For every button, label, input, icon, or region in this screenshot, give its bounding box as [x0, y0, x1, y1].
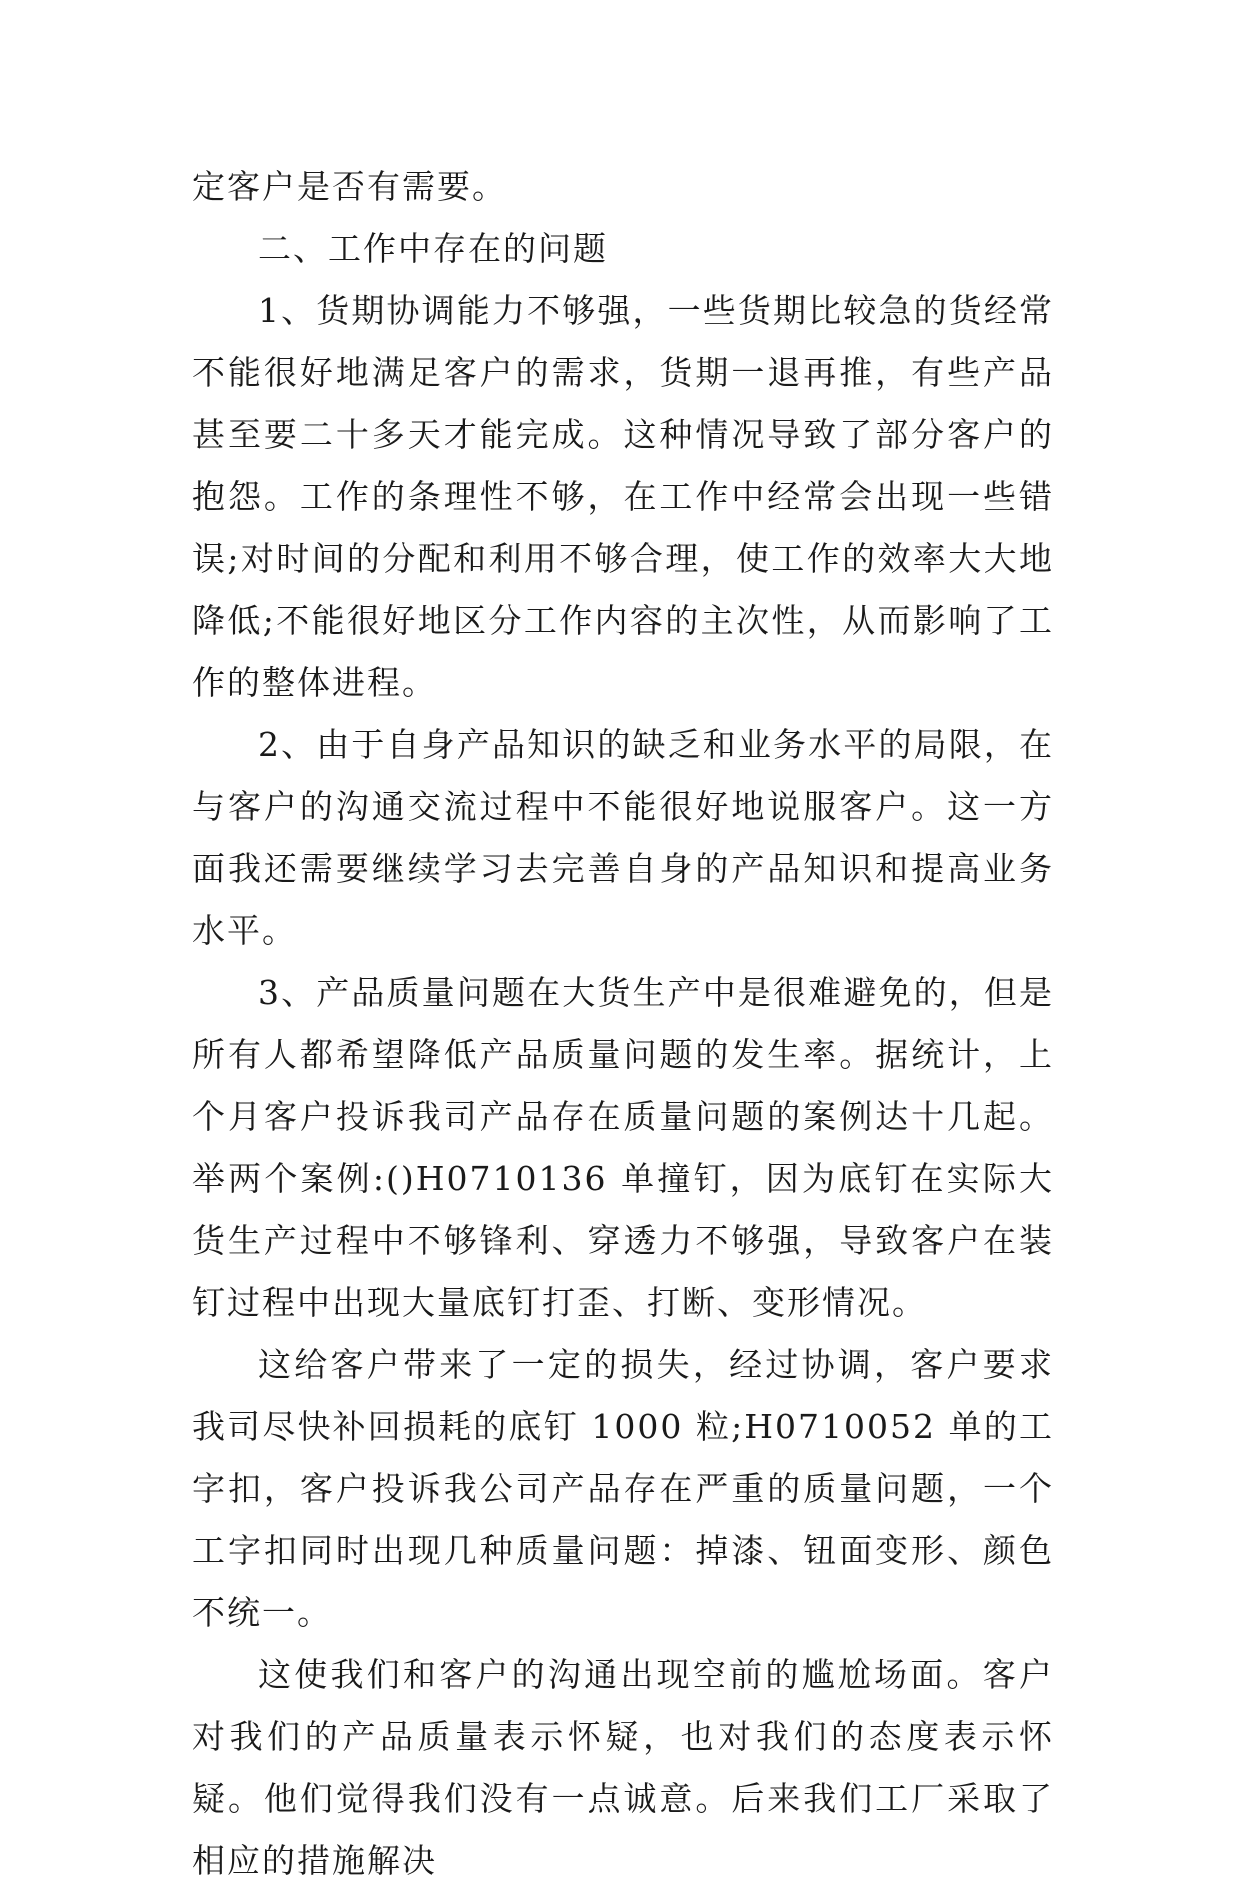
paragraph-problem-1: 1、货期协调能力不够强，一些货期比较急的货经常不能很好地满足客户的需求，货期一退再推，有些产品甚至要二十多天才能完成。这种情况导致了部分客户的抱怨。工作的条理性不够，在工作中经常会出现一些错误;对时间的分配和利用不够合理，使工作的效率大大地降低;不能很好地区分工作内容的主次性，从而影响了工作的整体进程。 — [192, 291, 1054, 702]
paragraph-awkward-situation: 这使我们和客户的沟通出现空前的尴尬场面。客户对我们的产品质量表示怀疑，也对我们的态度表示怀疑。他们觉得我们没有一点诚意。后来我们工厂采取了相应的措施解决 — [192, 1655, 1054, 1880]
document-body — [192, 156, 1054, 1892]
paragraph-loss-details: 这给客户带来了一定的损失，经过协调，客户要求我司尽快补回损耗的底钉 1000 粒;H0710052 单的工字扣，客户投诉我公司产品存在严重的质量问题，一个工字扣同时出现几种质量问题：掉漆、钮面变形、颜色不统一。 — [192, 1345, 1054, 1632]
section-heading-problems: 二、工作中存在的问题 — [258, 229, 608, 268]
paragraph-problem-3: 3、产品质量问题在大货生产中是很难避免的，但是所有人都希望降低产品质量问题的发生率。据统计，上个月客户投诉我司产品存在质量问题的案例达十几起。举两个案例:()H0710136 单撞钉，因为底钉在实际大货生产过程中不够锋利、穿透力不够强，导致客户在装钉过程中出现大量底钉打歪、打断、变形情况。 — [192, 973, 1054, 1322]
paragraph-continuation: 定客户是否有需要。 — [192, 167, 507, 206]
paragraph-problem-2: 2、由于自身产品知识的缺乏和业务水平的局限，在与客户的沟通交流过程中不能很好地说服客户。这一方面我还需要继续学习去完善自身的产品知识和提高业务水平。 — [192, 725, 1054, 950]
